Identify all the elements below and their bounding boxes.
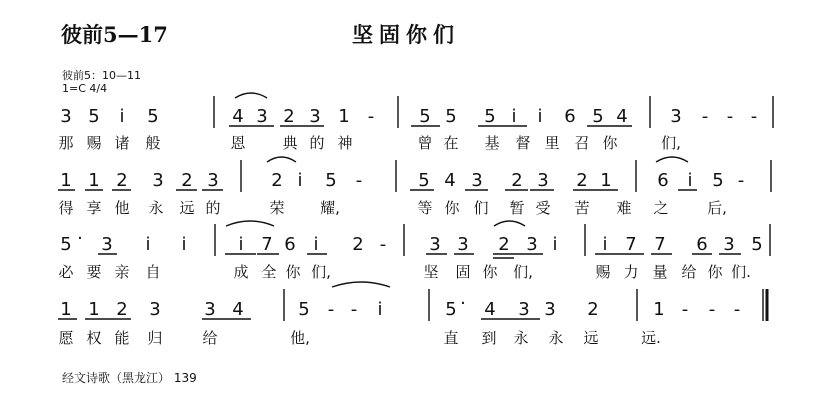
lyric-syllable: 们. [731, 263, 751, 281]
note: 2 [576, 170, 588, 191]
note: - [367, 106, 375, 127]
footer [62, 369, 197, 386]
note: 3 [526, 234, 538, 255]
augmentation-dot: · [460, 293, 466, 314]
slur [235, 93, 267, 98]
lyric-syllable: 给 [681, 263, 697, 281]
note: 4 [232, 106, 244, 127]
note: 2 [271, 170, 283, 191]
note: 6 [564, 106, 576, 127]
lyric-syllable: 自 [145, 263, 161, 281]
note: 4 [484, 299, 496, 320]
note: 6 [657, 170, 669, 191]
note: - [726, 106, 734, 127]
note: 2 [181, 170, 193, 191]
note: 3 [471, 170, 483, 191]
lyric-syllable: 远 [179, 199, 195, 217]
note: 3 [149, 299, 161, 320]
note: 3 [309, 106, 321, 127]
note: 3 [429, 234, 441, 255]
note: 2 [116, 299, 128, 320]
song-title: 坚固你们 [352, 22, 460, 47]
lyric-syllable: 固 [455, 263, 471, 281]
slur [267, 157, 296, 162]
lyric-syllable: 全 [261, 263, 277, 281]
note: 1 [600, 170, 612, 191]
lyric-syllable: 归 [147, 329, 163, 347]
note: 3 [544, 299, 556, 320]
lyric-syllable: 受 [535, 199, 551, 217]
lyric-syllable: 暂 [509, 199, 525, 217]
lyric-syllable: 召 [574, 134, 590, 152]
note: 1 [88, 299, 100, 320]
lyric-syllable: 永 [148, 199, 164, 217]
note: 1 [338, 106, 350, 127]
lyric-syllable: 量 [652, 263, 668, 281]
note: 5 [592, 106, 604, 127]
note: - [708, 299, 716, 320]
note: i [511, 106, 517, 127]
note: 3 [457, 234, 469, 255]
lyric-syllable: 享 [86, 199, 102, 217]
note: 7 [625, 234, 637, 255]
note: i [119, 106, 125, 127]
lyric-syllable: 的 [309, 134, 325, 152]
note: - [681, 299, 689, 320]
note: 1 [88, 170, 100, 191]
note: 2 [511, 170, 523, 191]
lyric-syllable: 们, [661, 134, 681, 152]
note: 5 [147, 106, 159, 127]
note: 7 [261, 234, 273, 255]
note: - [350, 299, 358, 320]
note: i [687, 170, 693, 191]
lyric-syllable: 难 [616, 199, 632, 217]
slur [226, 221, 274, 226]
lyric-syllable: 那 [58, 134, 74, 152]
lyric-syllable: 直 [443, 329, 459, 347]
lyric-syllable: 赐 [86, 134, 102, 152]
note: 3 [204, 299, 216, 320]
lyric-syllable: 亲 [114, 263, 130, 281]
lyric-syllable: 要 [86, 263, 102, 281]
note: i [145, 234, 151, 255]
note: 5 [419, 106, 431, 127]
lyric-syllable: 后, [707, 199, 727, 217]
note: 2 [352, 234, 364, 255]
note: 5 [60, 234, 72, 255]
note: 2 [116, 170, 128, 191]
note: - [750, 106, 758, 127]
note: 5 [712, 170, 724, 191]
slur [656, 157, 688, 162]
lyric-syllable: 权 [86, 329, 102, 347]
note: 7 [654, 234, 666, 255]
note: 2 [283, 106, 295, 127]
note: - [379, 234, 387, 255]
lyric-syllable: 坚 [423, 263, 439, 281]
scripture-reference: 彼前5：10—11 [62, 69, 141, 82]
lyric-syllable: 给 [202, 329, 218, 347]
lyric-syllable: 成 [233, 263, 249, 281]
lyric-syllable: 能 [114, 329, 130, 347]
lyric-syllable: 基 [484, 134, 500, 152]
lyric-syllable: 愿 [58, 329, 74, 347]
note: 5 [88, 106, 100, 127]
note: 3 [256, 106, 268, 127]
note: 6 [696, 234, 708, 255]
footer-page: 139 [173, 371, 197, 385]
note: i [297, 170, 303, 191]
note: 5 [484, 106, 496, 127]
lyric-syllable: 曾 [417, 134, 433, 152]
lyric-syllable: 必 [58, 263, 74, 281]
note: - [327, 299, 335, 320]
note: 5 [445, 106, 457, 127]
lyric-syllable: 之 [653, 199, 669, 217]
note: 1 [60, 299, 72, 320]
lyric-syllable: 督 [515, 134, 531, 152]
note: 4 [232, 299, 244, 320]
note: 3 [60, 106, 72, 127]
note: 1 [60, 170, 72, 191]
lyric-syllable: 你 [482, 263, 498, 281]
note: i [238, 234, 244, 255]
lyric-syllable: 神 [337, 134, 353, 152]
note: i [377, 299, 383, 320]
lyric-syllable: 远. [641, 329, 661, 347]
lyric-syllable: 里 [544, 134, 560, 152]
lyric-syllable: 永 [548, 329, 564, 347]
note: 3 [152, 170, 164, 191]
note: 4 [444, 170, 456, 191]
note: - [355, 170, 363, 191]
lyric-syllable: 你 [602, 134, 618, 152]
lyric-syllable: 们, [513, 263, 533, 281]
lyric-syllable: 得 [58, 199, 74, 217]
note: 1 [653, 299, 665, 320]
lyric-syllable: 赐 [595, 263, 611, 281]
augmentation-dot: · [77, 228, 83, 249]
note: 2 [587, 299, 599, 320]
note: i [602, 234, 608, 255]
lyric-syllable: 远 [583, 329, 599, 347]
lyric-syllable: 你 [285, 263, 301, 281]
note: 3 [670, 106, 682, 127]
note: 5 [298, 299, 310, 320]
lyric-syllable: 等 [417, 199, 433, 217]
lyric-syllable: 般 [145, 134, 161, 152]
note: - [733, 299, 741, 320]
note: 3 [207, 170, 219, 191]
lyric-syllable: 你 [444, 199, 460, 217]
lyric-syllable: 在 [443, 134, 459, 152]
note: 5 [445, 299, 457, 320]
slur [332, 282, 390, 287]
note: 3 [723, 234, 735, 255]
lyric-syllable: 诸 [114, 134, 130, 152]
note: i [181, 234, 187, 255]
lyric-syllable: 们 [473, 199, 489, 217]
note: 5 [325, 170, 337, 191]
note: i [537, 106, 543, 127]
lyric-syllable: 们, [311, 263, 331, 281]
lyric-syllable: 典 [282, 134, 298, 152]
note: 3 [537, 170, 549, 191]
lyric-syllable: 力 [623, 263, 639, 281]
note: i [552, 234, 558, 255]
lyric-syllable: 耀, [320, 199, 340, 217]
note: 4 [616, 106, 628, 127]
lyric-syllable: 荣 [269, 199, 285, 217]
lyric-syllable: 永 [513, 329, 529, 347]
lyric-syllable: 他, [290, 329, 310, 347]
note: - [701, 106, 709, 127]
slur [494, 221, 525, 226]
note: 3 [518, 299, 530, 320]
note: 3 [101, 234, 113, 255]
note: 5 [418, 170, 430, 191]
key-signature: 1=C 4/4 [62, 82, 108, 95]
reference-heading: 彼前5—17 [61, 22, 168, 47]
note: - [737, 170, 745, 191]
lyric-syllable: 到 [481, 329, 497, 347]
lyric-syllable: 恩 [230, 134, 246, 152]
note: 5 [751, 234, 763, 255]
lyric-syllable: 的 [205, 199, 221, 217]
footer-source: 经文诗歌（黑龙江） [62, 371, 171, 385]
note: i [313, 234, 319, 255]
lyric-syllable: 你 [707, 263, 723, 281]
lyric-syllable: 他 [114, 199, 130, 217]
note: 2 [498, 234, 510, 255]
lyric-syllable: 苦 [574, 199, 590, 217]
note: 6 [284, 234, 296, 255]
